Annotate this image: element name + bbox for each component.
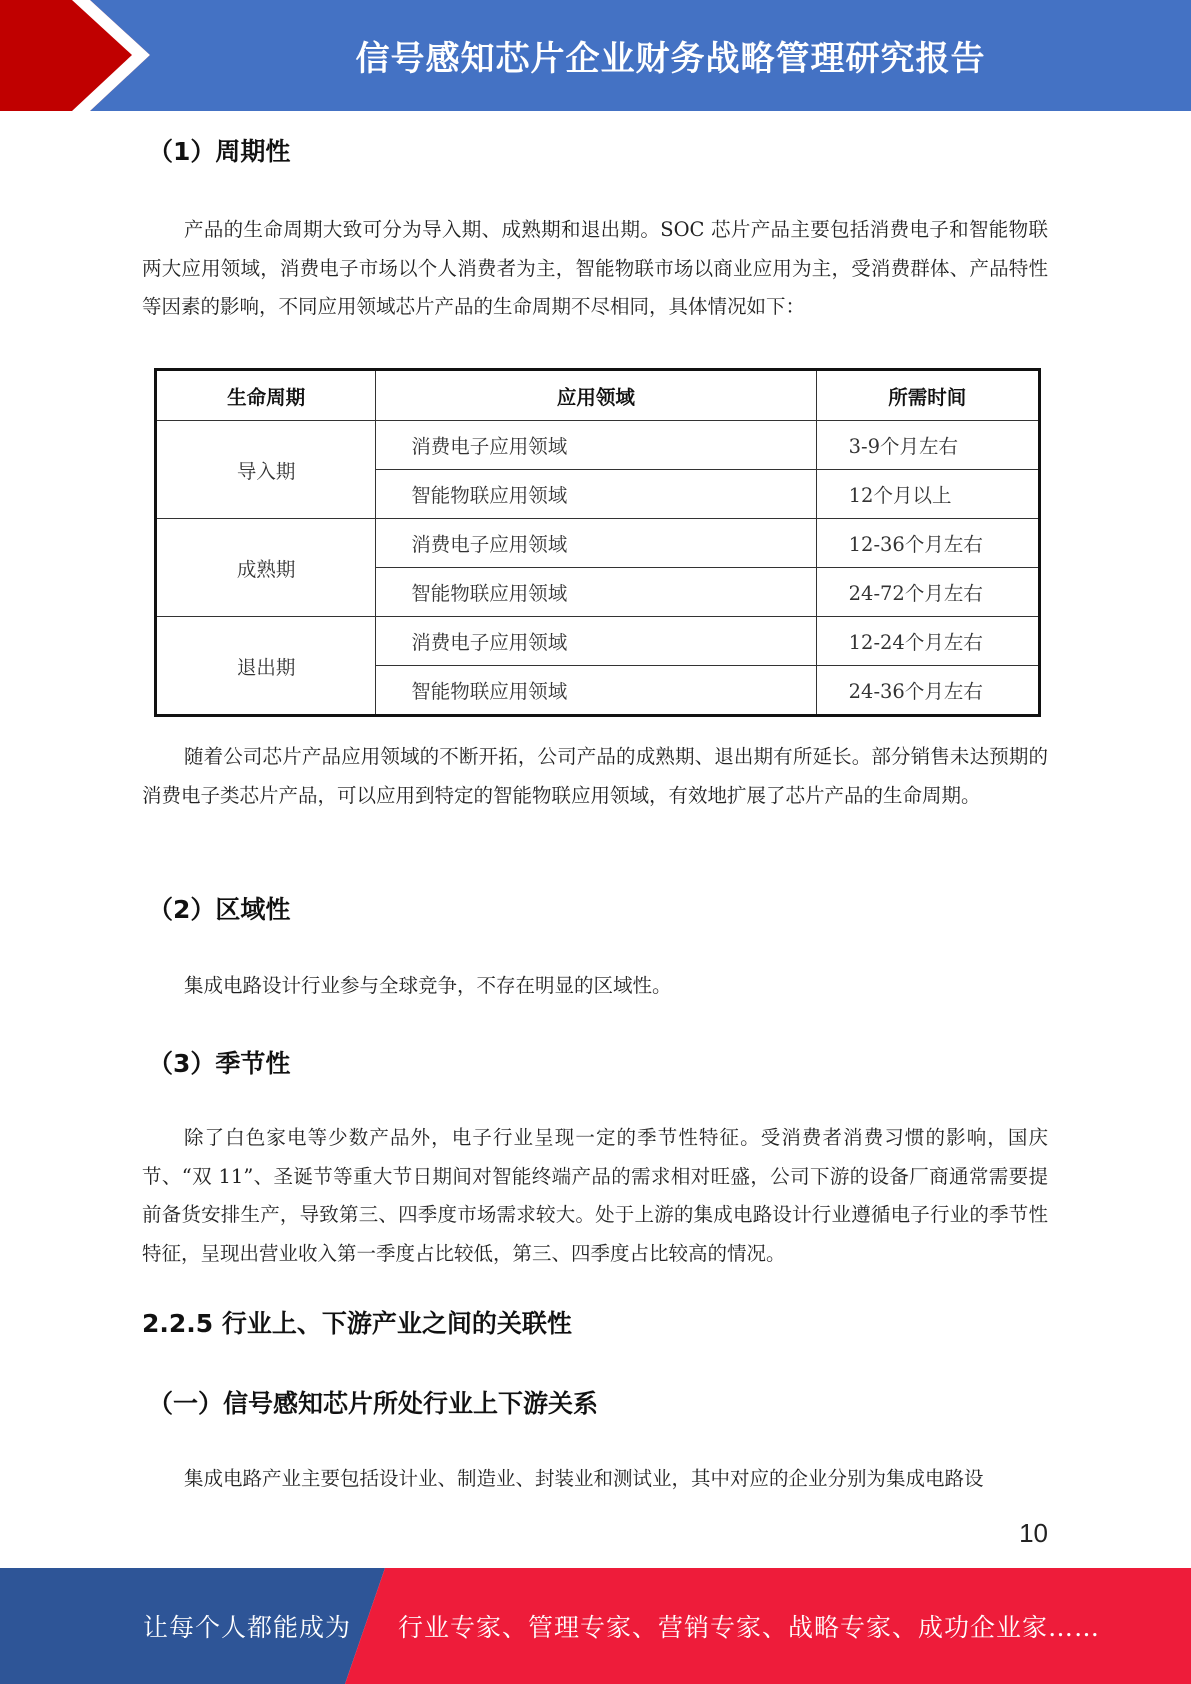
paragraph-regionality: 集成电路设计行业参与全球竞争，不存在明显的区域性。 — [184, 974, 672, 997]
stage-cell: 导入期 — [156, 421, 376, 519]
heading-updown-relationship: （一）信号感知芯片所处行业上下游关系 — [148, 1389, 599, 1418]
lifecycle-table — [154, 368, 1041, 717]
heading-cyclicality: （1）周期性 — [148, 137, 291, 166]
footer-slogan-right: 行业专家、管理专家、营销专家、战略专家、成功企业家…… — [398, 1613, 1101, 1642]
paragraph-cyclicality-intro: 产品的生命周期大致可分为导入期、成熟期和退出期。SOC 芯片产品主要包括消费电子和智能物联两大应用领域，消费电子市场以个人消费者为主，智能物联市场以商业应用为主，受消费群体、产品特性等因素的影响，不同应用领域芯片产品的生命周期不尽相同，具体情况如下： — [142, 218, 1048, 318]
table-row — [156, 421, 1040, 470]
table-row — [156, 617, 1040, 666]
time-cell: 12个月以上 — [816, 470, 1039, 519]
paragraph-seasonality: 除了白色家电等少数产品外，电子行业呈现一定的季节性特征。受消费者消费习惯的影响，国庆节、“双 11”、圣诞节等重大节日期间对智能终端产品的需求相对旺盛，公司下游的设备厂商通常需要提前备货安排生产，导致第三、四季度市场需求较大。处于上游的集成电路设计行业遵循电子行业的季节性特征，呈现出营业收入第一季度占比较低，第三、四季度占比较高的情况。 — [142, 1126, 1048, 1265]
paragraph-updown: 集成电路产业主要包括设计业、制造业、封装业和测试业，其中对应的企业分别为集成电路设 — [184, 1467, 984, 1490]
domain-cell: 消费电子应用领域 — [376, 519, 816, 568]
domain-cell: 智能物联应用领域 — [376, 666, 816, 716]
stage-cell: 成熟期 — [156, 519, 376, 617]
column-header-stage: 生命周期 — [156, 370, 376, 421]
footer-slogan-left: 让每个人都能成为 — [143, 1613, 352, 1642]
heading-industry-relation: 2.2.5 行业上、下游产业之间的关联性 — [142, 1309, 572, 1338]
heading-regionality: （2）区域性 — [148, 895, 291, 924]
time-cell: 24-36个月左右 — [816, 666, 1039, 716]
domain-cell: 消费电子应用领域 — [376, 617, 816, 666]
column-header-time: 所需时间 — [816, 370, 1039, 421]
time-cell: 24-72个月左右 — [816, 568, 1039, 617]
page-header — [0, 0, 1191, 111]
heading-seasonality: （3）季节性 — [148, 1049, 291, 1078]
time-cell: 12-36个月左右 — [816, 519, 1039, 568]
paragraph-cyclicality-extension: 随着公司芯片产品应用领域的不断开拓，公司产品的成熟期、退出期有所延长。部分销售未达预期的消费电子类芯片产品，可以应用到特定的智能物联应用领域，有效地扩展了芯片产品的生命周期。 — [142, 745, 1048, 807]
page-number: 10 — [1019, 1518, 1048, 1548]
time-cell: 3-9个月左右 — [816, 421, 1039, 470]
table-header-row — [156, 370, 1040, 421]
domain-cell: 消费电子应用领域 — [376, 421, 816, 470]
domain-cell: 智能物联应用领域 — [376, 470, 816, 519]
table-row — [156, 519, 1040, 568]
stage-cell: 退出期 — [156, 617, 376, 716]
page-footer — [0, 1568, 1191, 1684]
domain-cell: 智能物联应用领域 — [376, 568, 816, 617]
time-cell: 12-24个月左右 — [816, 617, 1039, 666]
report-title: 信号感知芯片企业财务战略管理研究报告 — [355, 39, 986, 79]
column-header-domain: 应用领域 — [376, 370, 816, 421]
